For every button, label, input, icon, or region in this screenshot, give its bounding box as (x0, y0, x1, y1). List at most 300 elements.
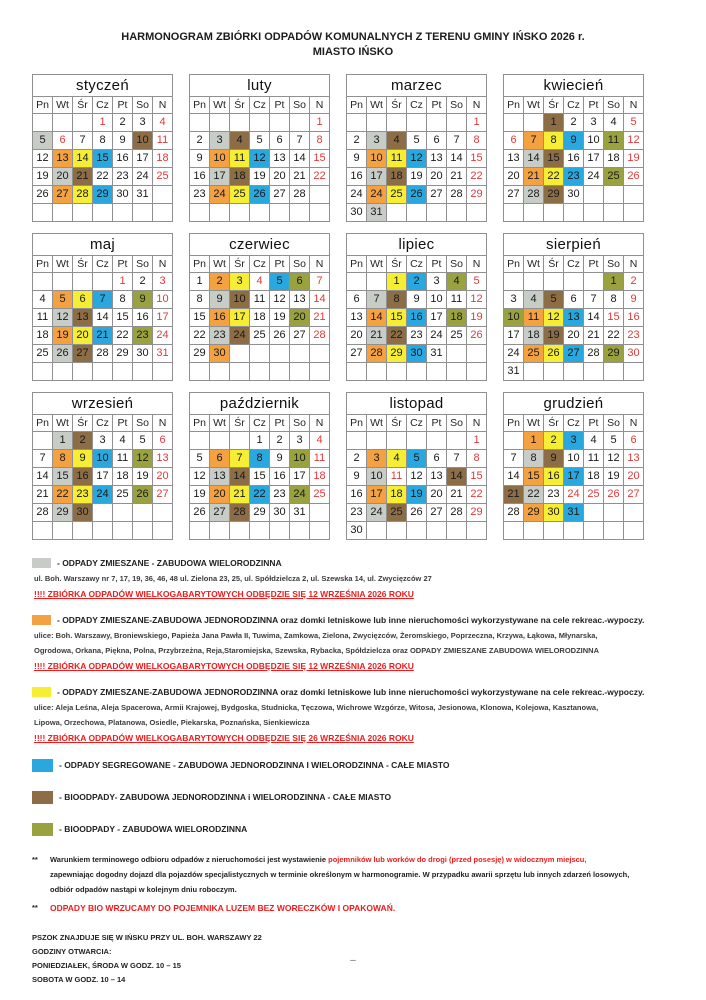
legend-swatch-gray (32, 558, 51, 568)
calendar-day: 23 (113, 167, 133, 185)
calendar-day: 28 (584, 344, 604, 362)
calendar-day: 13 (210, 467, 230, 485)
calendar-day: 25 (153, 167, 173, 185)
calendar-day: 13 (564, 308, 584, 326)
calendar-day: 22 (310, 167, 330, 185)
weekday-header: Śr (230, 414, 250, 431)
calendar-day: 27 (270, 185, 290, 203)
calendar-day: 13 (347, 308, 367, 326)
calendar-day: 22 (524, 485, 544, 503)
calendar-day: 8 (113, 290, 133, 308)
calendar-day-empty (270, 521, 290, 539)
weekday-header: Pn (504, 414, 524, 431)
calendar-day: 16 (407, 308, 427, 326)
calendar-day: 27 (210, 503, 230, 521)
calendar-day: 20 (427, 485, 447, 503)
calendar-day: 19 (33, 167, 53, 185)
weekday-header: Pt (113, 255, 133, 272)
calendar-day: 10 (93, 449, 113, 467)
calendar-day: 27 (153, 485, 173, 503)
calendar-day: 30 (210, 344, 230, 362)
calendar-day: 29 (113, 344, 133, 362)
calendar-day-empty (93, 272, 113, 290)
month-title: maj (33, 233, 173, 255)
month-title: czerwiec (190, 233, 330, 255)
bulky-waste-alert: !!!! ZBIÓRKA ODPADÓW WIELKOGABARYTOWYCH ODBĘDZIE SIĘ 12 WRZEŚNIA 2026 ROKU (34, 660, 414, 671)
calendar-day-empty (230, 113, 250, 131)
calendar-day: 28 (310, 326, 330, 344)
calendar-day: 30 (407, 344, 427, 362)
calendar-day: 24 (347, 185, 367, 203)
calendar-day: 27 (427, 185, 447, 203)
month-7-lipiec (346, 233, 487, 381)
calendar-day: 25 (387, 185, 407, 203)
weekday-header: Wt (210, 96, 230, 113)
calendar-day-empty (367, 431, 387, 449)
calendar-day-empty (407, 521, 427, 539)
weekday-header: Pt (584, 255, 604, 272)
calendar-day: 10 (564, 449, 584, 467)
calendar-day-empty (73, 521, 93, 539)
calendar-day: 28 (73, 185, 93, 203)
calendar-day: 14 (447, 467, 467, 485)
calendar-day-empty (524, 272, 544, 290)
calendar-day: 16 (624, 308, 644, 326)
calendar-day-empty (190, 521, 210, 539)
calendar-day-empty (367, 362, 387, 380)
calendar-day: 5 (33, 131, 53, 149)
calendar-day: 27 (624, 485, 644, 503)
calendar-day-empty (604, 185, 624, 203)
calendar-day: 13 (53, 149, 73, 167)
weekday-header: N (153, 255, 173, 272)
legend-entry-blue (32, 759, 706, 772)
calendar-day: 11 (524, 308, 544, 326)
calendar-day: 11 (310, 449, 330, 467)
calendar-day-empty (270, 362, 290, 380)
calendar-day: 27 (504, 185, 524, 203)
calendar-day: 16 (133, 308, 153, 326)
calendar-day: 29 (524, 503, 544, 521)
calendar-day: 12 (624, 131, 644, 149)
weekday-header: Wt (524, 255, 544, 272)
calendar-day-empty (347, 362, 367, 380)
calendar-day: 20 (73, 326, 93, 344)
calendar-day: 3 (133, 113, 153, 131)
calendar-day: 8 (387, 290, 407, 308)
legend-swatch-orange (32, 615, 51, 625)
calendar-day: 12 (467, 290, 487, 308)
calendar-day: 2 (190, 131, 210, 149)
calendar-day: 31 (564, 503, 584, 521)
weekday-header: So (447, 414, 467, 431)
calendar-day: 1 (250, 431, 270, 449)
weekday-header: So (290, 414, 310, 431)
calendar-day: 7 (310, 272, 330, 290)
calendar-day: 11 (250, 290, 270, 308)
calendar-day: 17 (133, 149, 153, 167)
calendar-day: 6 (210, 449, 230, 467)
weekday-header: Pn (504, 96, 524, 113)
note-marker: ** (32, 854, 38, 864)
calendar-day-empty (504, 203, 524, 221)
calendar-day: 8 (524, 449, 544, 467)
calendar-day-empty (584, 272, 604, 290)
calendar-day: 2 (564, 113, 584, 131)
bulky-waste-alert: !!!! ZBIÓRKA ODPADÓW WIELKOGABARYTOWYCH ODBĘDZIE SIĘ 12 WRZEŚNIA 2026 ROKU (34, 588, 414, 599)
calendar-day: 18 (113, 467, 133, 485)
weekday-header: Cz (564, 96, 584, 113)
calendar-day: 13 (290, 290, 310, 308)
calendar-day: 8 (467, 449, 487, 467)
calendar-day: 7 (584, 290, 604, 308)
calendar-day: 9 (347, 149, 367, 167)
calendar-day: 4 (33, 290, 53, 308)
calendar-day: 3 (93, 431, 113, 449)
weekday-header: So (133, 255, 153, 272)
calendar-day: 2 (270, 431, 290, 449)
weekday-header: Śr (230, 255, 250, 272)
calendar-day: 21 (33, 485, 53, 503)
calendar-day: 10 (290, 449, 310, 467)
weekday-header: Wt (524, 96, 544, 113)
calendar-day: 6 (347, 290, 367, 308)
calendar-day: 3 (367, 131, 387, 149)
calendar-day: 17 (290, 467, 310, 485)
calendar-day: 3 (230, 272, 250, 290)
legend-swatch-yellow (32, 687, 51, 697)
calendar-day: 7 (447, 131, 467, 149)
calendar-day: 2 (624, 272, 644, 290)
calendar-day: 1 (467, 431, 487, 449)
weekday-header: Wt (53, 255, 73, 272)
calendar-day-empty (190, 362, 210, 380)
calendar-day-empty (153, 503, 173, 521)
calendar-day: 18 (310, 467, 330, 485)
calendar-day-empty (250, 362, 270, 380)
calendar-day-empty (447, 113, 467, 131)
calendar-day: 30 (544, 503, 564, 521)
calendar-day: 16 (347, 167, 367, 185)
calendar-day-empty (544, 272, 564, 290)
month-9-wrzesień (32, 392, 173, 540)
calendar-day: 3 (504, 290, 524, 308)
calendar-day: 8 (93, 131, 113, 149)
weekday-header: So (290, 255, 310, 272)
calendar-day: 5 (250, 131, 270, 149)
weekday-header: Cz (250, 96, 270, 113)
calendar-day: 9 (73, 449, 93, 467)
calendar-day-empty (387, 431, 407, 449)
calendar-day: 15 (113, 308, 133, 326)
month-title: lipiec (347, 233, 487, 255)
calendar-day-empty (250, 113, 270, 131)
calendar-day: 2 (407, 272, 427, 290)
calendar-day-empty (310, 203, 330, 221)
calendar-day: 26 (133, 485, 153, 503)
calendar-day: 12 (270, 290, 290, 308)
calendar-day: 21 (524, 167, 544, 185)
calendar-day: 19 (407, 167, 427, 185)
calendar-day: 30 (564, 185, 584, 203)
calendar-day: 17 (210, 167, 230, 185)
calendar-day: 6 (270, 131, 290, 149)
calendar-day-empty (447, 521, 467, 539)
calendar-day: 15 (467, 467, 487, 485)
calendar-day: 10 (210, 149, 230, 167)
legend-label: - ODPADY ZMIESZANE-ZABUDOWA JEDNORODZINNA oraz domki letniskowe lub inne nieruchomości wykorzystywane na cele rekreac.-wypoczy. (57, 686, 645, 697)
calendar-day: 23 (190, 185, 210, 203)
calendar-day: 9 (270, 449, 290, 467)
calendar-day-empty (230, 203, 250, 221)
calendar-day-empty (113, 362, 133, 380)
calendar-day-empty (584, 521, 604, 539)
calendar-day: 31 (504, 362, 524, 380)
month-title: październik (190, 392, 330, 414)
weekday-header: N (624, 255, 644, 272)
calendar-day: 28 (447, 185, 467, 203)
weekday-header: Pn (33, 414, 53, 431)
calendar-day: 21 (584, 326, 604, 344)
calendar-day: 27 (53, 185, 73, 203)
calendar-day-empty (53, 521, 73, 539)
weekday-header: Pn (190, 414, 210, 431)
calendar-day-empty (427, 113, 447, 131)
calendar-day: 15 (604, 308, 624, 326)
calendar-day-empty (427, 431, 447, 449)
calendar-day: 23 (347, 503, 367, 521)
calendar-day: 10 (367, 149, 387, 167)
calendar-day: 12 (33, 149, 53, 167)
calendar-day: 3 (210, 131, 230, 149)
calendar-day: 20 (564, 326, 584, 344)
calendar-day: 18 (524, 326, 544, 344)
month-title: styczeń (33, 74, 173, 96)
calendar-day: 13 (73, 308, 93, 326)
weekday-header: Śr (544, 96, 564, 113)
calendar-day: 16 (113, 149, 133, 167)
legend-entry-yellow (32, 687, 706, 743)
calendar-day: 13 (427, 467, 447, 485)
weekday-header: Pt (427, 96, 447, 113)
legend-streets: ulice: Boh. Warszawy, Broniewskiego, Papieża Jana Pawła II, Tuwima, Zamkowa, Zielona, Zwycięzców, Żeromskiego, Poprzeczna, Krzywa, Łąkowa, Młynarska, (34, 630, 598, 640)
calendar-day: 20 (504, 167, 524, 185)
calendar-day: 25 (250, 326, 270, 344)
calendar-day: 30 (270, 503, 290, 521)
calendar-day: 10 (367, 467, 387, 485)
weekday-header: Cz (93, 255, 113, 272)
month-10-październik (189, 392, 330, 540)
note-text-black: Warunkiem terminowego odbioru odpadów z nieruchomości jest wystawienie (50, 854, 329, 864)
calendar-day: 24 (367, 185, 387, 203)
legend-streets: Lipowa, Orzechowa, Platanowa, Osiedle, Piekarska, Poznańska, Sienkiewicza (34, 717, 310, 727)
calendar-day: 5 (133, 431, 153, 449)
calendar-day: 25 (447, 326, 467, 344)
calendar-day-empty (250, 344, 270, 362)
calendar-day: 24 (564, 485, 584, 503)
calendar-day-empty (604, 362, 624, 380)
calendar-day: 26 (544, 344, 564, 362)
month-title: listopad (347, 392, 487, 414)
calendar-day: 4 (153, 113, 173, 131)
calendar-day: 15 (467, 149, 487, 167)
weekday-header: Śr (230, 96, 250, 113)
calendar-day-empty (427, 521, 447, 539)
calendar-day-empty (93, 362, 113, 380)
calendar-day: 18 (387, 167, 407, 185)
calendar-day-empty (447, 362, 467, 380)
calendar-day-empty (270, 203, 290, 221)
calendar-day-empty (504, 272, 524, 290)
calendar-day: 27 (427, 503, 447, 521)
weekday-header: Cz (407, 414, 427, 431)
calendar-day: 4 (250, 272, 270, 290)
weekday-header: N (624, 414, 644, 431)
calendar-day: 16 (270, 467, 290, 485)
calendar-day-empty (270, 113, 290, 131)
calendar-day: 18 (230, 167, 250, 185)
calendar-day: 2 (210, 272, 230, 290)
legend-streets: ulice: Aleja Leśna, Aleja Spacerowa, Armii Krajowej, Bydgoska, Studnicka, Tęczowa, Wichrowe Wzgórze, Witosa, Jesionowa, Klonowa, Kolejowa, Kasztanowa, (34, 702, 599, 712)
weekday-header: Wt (367, 96, 387, 113)
calendar-day: 7 (290, 131, 310, 149)
calendar-day: 6 (53, 131, 73, 149)
calendar-day: 1 (53, 431, 73, 449)
calendar-day: 14 (33, 467, 53, 485)
calendar-day: 9 (190, 149, 210, 167)
month-11-listopad (346, 392, 487, 540)
weekday-header: N (467, 255, 487, 272)
calendar-day: 27 (347, 344, 367, 362)
calendar-day: 9 (407, 290, 427, 308)
calendar-day-empty (624, 503, 644, 521)
calendar-day: 8 (250, 449, 270, 467)
calendar-day: 16 (190, 167, 210, 185)
calendar-day: 18 (33, 326, 53, 344)
weekday-header: Pn (347, 96, 367, 113)
calendar-day: 11 (604, 131, 624, 149)
month-12-grudzień (503, 392, 644, 540)
calendar-day: 26 (53, 344, 73, 362)
calendar-day: 1 (113, 272, 133, 290)
calendar-day: 4 (584, 431, 604, 449)
calendar-day: 3 (584, 113, 604, 131)
calendar-day: 28 (230, 503, 250, 521)
note-collection-conditions (32, 855, 706, 900)
calendar-day-empty (347, 431, 367, 449)
calendar-day-empty (153, 203, 173, 221)
calendar-day: 25 (604, 167, 624, 185)
calendar-day: 24 (153, 326, 173, 344)
calendar-day: 17 (230, 308, 250, 326)
weekday-header: So (447, 96, 467, 113)
calendar-day: 1 (604, 272, 624, 290)
weekday-header: Pn (504, 255, 524, 272)
calendar-day: 7 (447, 449, 467, 467)
calendar-day: 4 (447, 272, 467, 290)
calendar-day: 5 (544, 290, 564, 308)
calendar-day: 18 (604, 149, 624, 167)
calendar-day-empty (53, 362, 73, 380)
weekday-header: N (310, 414, 330, 431)
calendar-day-empty (93, 203, 113, 221)
calendar-day: 4 (230, 131, 250, 149)
calendar-day: 25 (310, 485, 330, 503)
calendar-day: 12 (544, 308, 564, 326)
calendar-day-empty (504, 113, 524, 131)
calendar-day-empty (230, 521, 250, 539)
calendar-day-empty (153, 185, 173, 203)
calendar-day: 11 (33, 308, 53, 326)
month-6-czerwiec (189, 233, 330, 381)
calendar-day: 2 (544, 431, 564, 449)
weekday-header: Pn (190, 255, 210, 272)
calendar-day: 23 (407, 326, 427, 344)
calendar-day-empty (347, 113, 367, 131)
calendar-day: 20 (290, 308, 310, 326)
calendar-day: 30 (347, 203, 367, 221)
calendar-day: 7 (367, 290, 387, 308)
calendar-day: 25 (387, 503, 407, 521)
calendar-day: 13 (270, 149, 290, 167)
calendar-day: 23 (73, 485, 93, 503)
calendar-day: 19 (544, 326, 564, 344)
calendar-day: 31 (290, 503, 310, 521)
weekday-header: So (290, 96, 310, 113)
weekday-header: Cz (250, 414, 270, 431)
calendar-day: 19 (250, 167, 270, 185)
calendar-day: 11 (113, 449, 133, 467)
calendar-day-empty (73, 362, 93, 380)
bulky-waste-alert: !!!! ZBIÓRKA ODPADÓW WIELKOGABARYTOWYCH ODBĘDZIE SIĘ 26 WRZEŚNIA 2026 ROKU (34, 732, 414, 743)
weekday-header: Cz (564, 255, 584, 272)
legend-entry-gray (32, 558, 706, 599)
calendar-day: 9 (133, 290, 153, 308)
calendar-day: 9 (544, 449, 564, 467)
calendar-day: 18 (447, 308, 467, 326)
calendar-day: 22 (467, 167, 487, 185)
calendar-day-empty (210, 362, 230, 380)
page-title-line2: MIASTO IŃSKO (312, 46, 394, 59)
note-text-red: pojemników lub worków do drogi (przed posesję) w widocznym miejscu, (328, 854, 587, 864)
calendar-day: 21 (447, 485, 467, 503)
calendar-day: 28 (93, 344, 113, 362)
calendar-day: 7 (524, 131, 544, 149)
calendar-day: 17 (584, 149, 604, 167)
weekday-header: Śr (387, 414, 407, 431)
calendar-day: 24 (367, 503, 387, 521)
calendar-day-empty (624, 362, 644, 380)
calendar-day-empty (93, 521, 113, 539)
calendar-day-empty (544, 362, 564, 380)
calendar-day: 22 (467, 485, 487, 503)
calendar-day-empty (584, 185, 604, 203)
calendar-day: 16 (544, 467, 564, 485)
calendar-day: 3 (290, 431, 310, 449)
weekday-header: Wt (53, 414, 73, 431)
calendar-day: 31 (153, 344, 173, 362)
calendar-day: 14 (310, 290, 330, 308)
legend-label: - BIOODPADY- ZABUDOWA JEDNORODZINNA i WIELORODZINNA - CAŁE MIASTO (59, 792, 392, 803)
calendar-day: 28 (290, 185, 310, 203)
calendar-day-empty (367, 272, 387, 290)
calendar-day: 18 (584, 467, 604, 485)
calendar-day: 19 (407, 485, 427, 503)
calendar-day: 1 (387, 272, 407, 290)
calendar-day-empty (133, 521, 153, 539)
calendar-day: 1 (544, 113, 564, 131)
calendar-day: 6 (290, 272, 310, 290)
